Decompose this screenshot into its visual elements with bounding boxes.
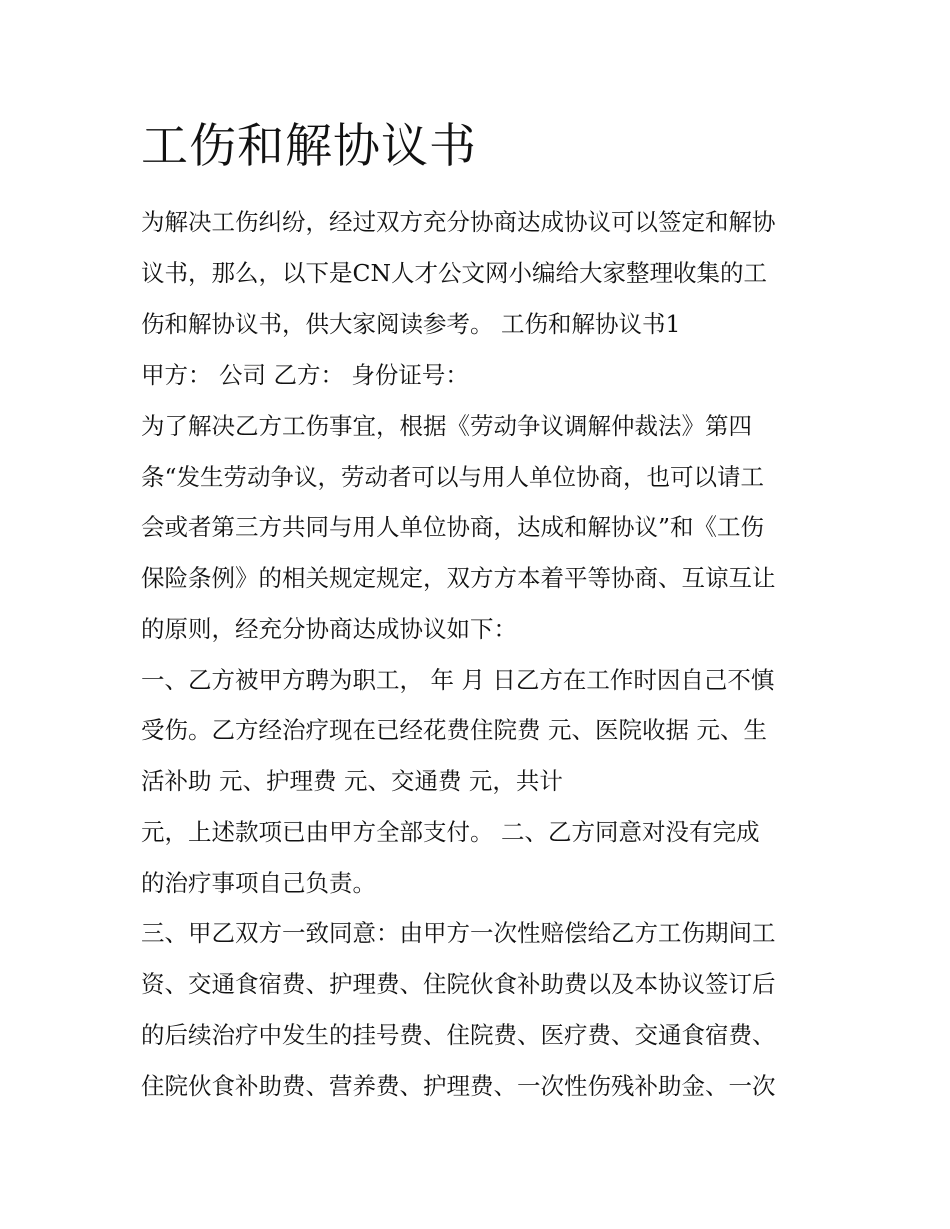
body-line: 元，上述款项已由甲方全部支付。 二、乙方同意对没有完成	[141, 818, 760, 846]
body-line: 议书，那么，以下是CN人才公文网小编给大家整理收集的工	[141, 259, 768, 287]
body-line: 住院伙食补助费、营养费、护理费、一次性伤残补助金、一次	[141, 1072, 776, 1100]
body-line: 的原则，经充分协商达成协议如下：	[141, 615, 517, 643]
body-line: 伤和解协议书，供大家阅读参考。 工伤和解协议书1	[141, 310, 681, 338]
body-line: 受伤。乙方经治疗现在已经花费住院费 元、医院收据 元、生	[141, 716, 767, 744]
body-line: 资、交通食宿费、护理费、住院伙食补助费以及本协议签订后	[141, 970, 776, 998]
body-line: 甲方： 公司 乙方： 身份证号：	[141, 361, 469, 389]
body-line: 为了解决乙方工伤事宜，根据《劳动争议调解仲裁法》第四	[141, 412, 752, 440]
body-line: 的后续治疗中发生的挂号费、住院费、医疗费、交通食宿费、	[141, 1021, 776, 1049]
body-line: 一、乙方被甲方聘为职工， 年 月 日乙方在工作时因自己不慎	[141, 666, 775, 694]
body-line: 为解决工伤纠纷，经过双方充分协商达成协议可以签定和解协	[141, 208, 776, 236]
document-title: 工伤和解协议书	[141, 119, 477, 174]
body-line: 三、甲乙双方一致同意：由甲方一次性赔偿给乙方工伤期间工	[141, 919, 776, 947]
body-line: 活补助 元、护理费 元、交通费 元，共计	[141, 767, 563, 795]
body-line: 保险条例》的相关规定规定，双方方本着平等协商、互谅互让	[141, 564, 776, 592]
body-line: 会或者第三方共同与用人单位协商，达成和解协议”和《工伤	[141, 513, 765, 541]
body-line: 条“发生劳动争议，劳动者可以与用人单位协商，也可以请工	[141, 463, 765, 491]
body-line: 的治疗事项自己负责。	[141, 869, 376, 897]
